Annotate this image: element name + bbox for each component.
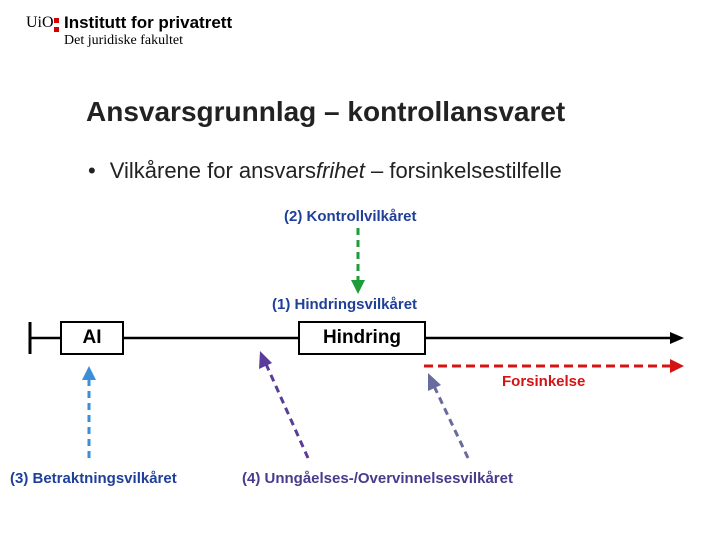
timeline-arrowhead	[670, 332, 684, 344]
bullet-text-italic: frihet	[315, 158, 365, 183]
forsinkelse-arrowhead	[670, 359, 684, 373]
label-forsinkelse: Forsinkelse	[502, 373, 586, 390]
unngaelse-arrow-right-line	[434, 386, 468, 458]
betraktning-arrowhead	[82, 366, 96, 380]
bullet-text-before: Vilkårene for ansvars	[109, 158, 316, 183]
box-ai: AI	[60, 321, 124, 355]
logo-institute-name: Institutt for privatrett	[64, 13, 233, 32]
logo-faculty-name: Det juridiske fakultet	[64, 33, 183, 48]
kontroll-arrowhead	[351, 280, 365, 294]
label-kontrollvilkaret: (2) Kontrollvilkåret	[284, 208, 417, 225]
unngaelse-arrow-left-line	[266, 364, 308, 458]
bullet-marker: •	[88, 158, 96, 183]
box-hindring: Hindring	[298, 321, 426, 355]
label-unngaelsesvilkaret: (4) Unngåelses-/Overvinnelsesvilkåret	[242, 470, 513, 487]
label-betraktningsvilkaret: (3) Betraktningsvilkåret	[10, 470, 177, 487]
label-hindringsvilkaret: (1) Hindringsvilkåret	[272, 296, 418, 313]
slide-title: Ansvarsgrunnlag – kontrollansvaret	[86, 96, 566, 127]
bullet-text-after: – forsinkelsestilfelle	[364, 158, 562, 183]
logo-uio-text: UiO	[26, 14, 54, 31]
